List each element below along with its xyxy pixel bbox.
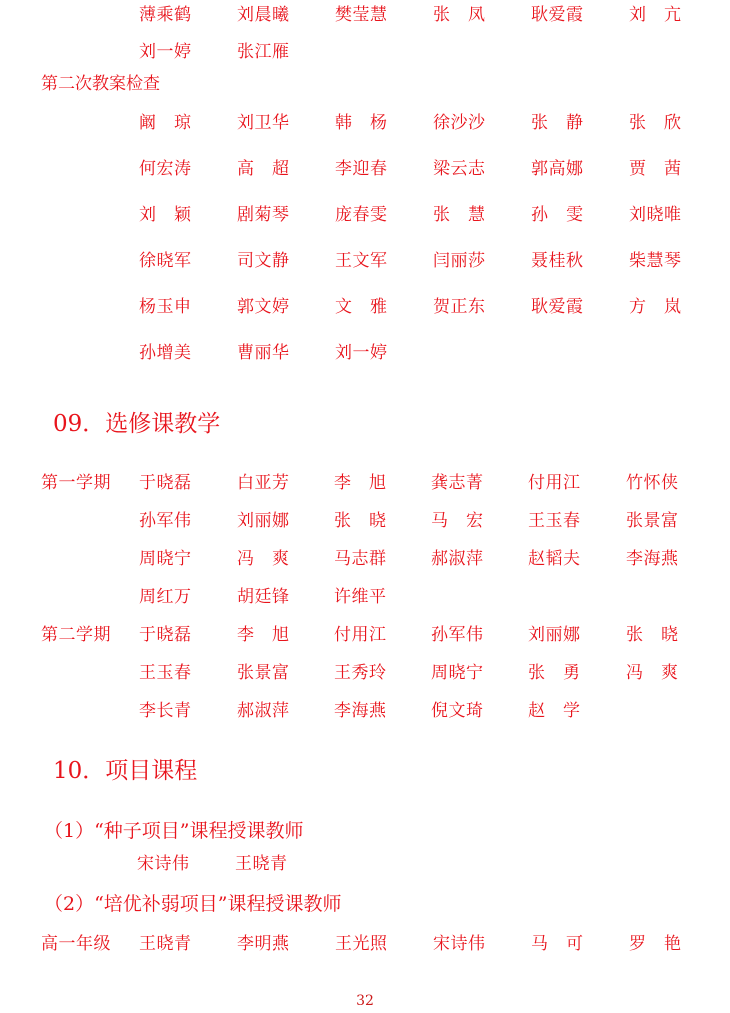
teacher-name: 张 晓: [334, 511, 387, 531]
teacher-name: 聂桂秋: [531, 251, 584, 271]
teacher-name: 文 雅: [335, 297, 388, 317]
names-row: [0, 203, 730, 227]
teacher-name: 庞春雯: [335, 205, 388, 225]
teacher-name: 周红万: [139, 587, 192, 607]
names-row: [0, 157, 730, 181]
teacher-name: 刘一婷: [335, 343, 388, 363]
teacher-name: 郭文婷: [237, 297, 290, 317]
teacher-name: 张 凤: [433, 5, 486, 25]
names-row: [0, 623, 730, 647]
teacher-name: 付用江: [334, 625, 387, 645]
names-row: [0, 111, 730, 135]
teacher-name: 方 岚: [629, 297, 682, 317]
teacher-name: 徐沙沙: [433, 113, 486, 133]
teacher-name: 冯 爽: [626, 663, 679, 683]
teacher-name: 马 宏: [431, 511, 484, 531]
teacher-name: 冯 爽: [237, 549, 290, 569]
term-label: 第二学期: [41, 625, 111, 645]
teacher-name: 杨玉申: [139, 297, 192, 317]
teacher-name: 罗 艳: [629, 934, 682, 954]
teacher-name: 竹怀侠: [626, 473, 679, 493]
teacher-name: 李海燕: [334, 701, 387, 721]
teacher-name: 马志群: [334, 549, 387, 569]
teacher-name: 李海燕: [626, 549, 679, 569]
section-09-heading: 09．选修课教学: [53, 411, 221, 437]
teacher-name: 王玉春: [528, 511, 581, 531]
names-row: [0, 547, 730, 571]
teacher-name: 张景富: [626, 511, 679, 531]
names-row: [0, 509, 730, 533]
teacher-name: 郝淑萍: [237, 701, 290, 721]
teacher-name: 张江雁: [237, 42, 290, 62]
teacher-name: 王光照: [335, 934, 388, 954]
second-check-label: 第二次教案检查: [41, 74, 160, 94]
teacher-name: 司文静: [237, 251, 290, 271]
teacher-name: 贾 茜: [629, 159, 682, 179]
teacher-name: 耿爱霞: [531, 5, 584, 25]
teacher-name: 宋诗伟: [433, 934, 486, 954]
teacher-name: 白亚芳: [237, 473, 290, 493]
teacher-name: 张 晓: [626, 625, 679, 645]
teacher-name: 张景富: [237, 663, 290, 683]
grade-label: 高一年级: [41, 934, 111, 954]
teacher-name: 孙增美: [139, 343, 192, 363]
teacher-name: 刘晨曦: [237, 5, 290, 25]
teacher-name: 阚 琼: [139, 113, 192, 133]
names-row: [0, 295, 730, 319]
teacher-name: 于晓磊: [139, 473, 192, 493]
teacher-name: 胡廷锋: [237, 587, 290, 607]
teacher-name: 孙 雯: [531, 205, 584, 225]
teacher-name: 韩 杨: [335, 113, 388, 133]
names-row: [0, 699, 730, 723]
teacher-name: 许维平: [334, 587, 387, 607]
names-row: [0, 341, 730, 365]
teacher-name: 孙军伟: [431, 625, 484, 645]
teacher-name: 张 勇: [528, 663, 581, 683]
names-row: [0, 249, 730, 273]
teacher-name: 张 静: [531, 113, 584, 133]
teacher-name: 李长青: [139, 701, 192, 721]
teacher-name: 高 超: [237, 159, 290, 179]
teacher-name: 付用江: [528, 473, 581, 493]
teacher-name: 孙军伟: [139, 511, 192, 531]
seed-project-heading: （1）“种子项目”课程授课教师: [44, 820, 304, 842]
teacher-name: 刘丽娜: [528, 625, 581, 645]
names-row: [0, 3, 730, 27]
teacher-name: 李 旭: [334, 473, 387, 493]
teacher-name: 王文军: [335, 251, 388, 271]
teacher-name: 刘丽娜: [237, 511, 290, 531]
teacher-name: 王晓青: [139, 934, 192, 954]
teacher-name: 赵韬夫: [528, 549, 581, 569]
names-row: [0, 40, 730, 64]
teacher-name: 周晓宁: [139, 549, 192, 569]
teacher-name: 薄乘鹤: [139, 5, 192, 25]
teacher-name: 刘晓唯: [629, 205, 682, 225]
teacher-name: 樊莹慧: [335, 5, 388, 25]
teacher-name: 曹丽华: [237, 343, 290, 363]
teacher-name: 刘 亢: [629, 5, 682, 25]
names-row: [0, 932, 730, 956]
teacher-name: 剧菊琴: [237, 205, 290, 225]
teacher-name: 刘 颖: [139, 205, 192, 225]
teacher-name: 王晓青: [235, 854, 288, 874]
teacher-name: 梁云志: [433, 159, 486, 179]
teacher-name: 王秀玲: [334, 663, 387, 683]
page-number: 32: [356, 993, 374, 1009]
teacher-name: 郝淑萍: [431, 549, 484, 569]
names-row: [0, 585, 730, 609]
teacher-name: 刘一婷: [139, 42, 192, 62]
teacher-name: 马 可: [531, 934, 584, 954]
teacher-name: 李明燕: [237, 934, 290, 954]
section-10-heading: 10．项目课程: [53, 758, 198, 784]
teacher-name: 于晓磊: [139, 625, 192, 645]
names-row: [0, 852, 730, 876]
teacher-name: 龚志菁: [431, 473, 484, 493]
teacher-name: 李迎春: [335, 159, 388, 179]
teacher-name: 耿爱霞: [531, 297, 584, 317]
teacher-name: 宋诗伟: [137, 854, 190, 874]
enrichment-project-heading: （2）“培优补弱项目”课程授课教师: [44, 893, 342, 915]
teacher-name: 刘卫华: [237, 113, 290, 133]
teacher-name: 王玉春: [139, 663, 192, 683]
teacher-name: 郭高娜: [531, 159, 584, 179]
teacher-name: 柴慧琴: [629, 251, 682, 271]
teacher-name: 张 欣: [629, 113, 682, 133]
teacher-name: 周晓宁: [431, 663, 484, 683]
teacher-name: 贺正东: [433, 297, 486, 317]
teacher-name: 李 旭: [237, 625, 290, 645]
teacher-name: 闫丽莎: [433, 251, 486, 271]
teacher-name: 倪文琦: [431, 701, 484, 721]
teacher-name: 张 慧: [433, 205, 486, 225]
names-row: [0, 471, 730, 495]
teacher-name: 徐晓军: [139, 251, 192, 271]
names-row: [0, 661, 730, 685]
teacher-name: 赵 学: [528, 701, 581, 721]
teacher-name: 何宏涛: [139, 159, 192, 179]
term-label: 第一学期: [41, 473, 111, 493]
